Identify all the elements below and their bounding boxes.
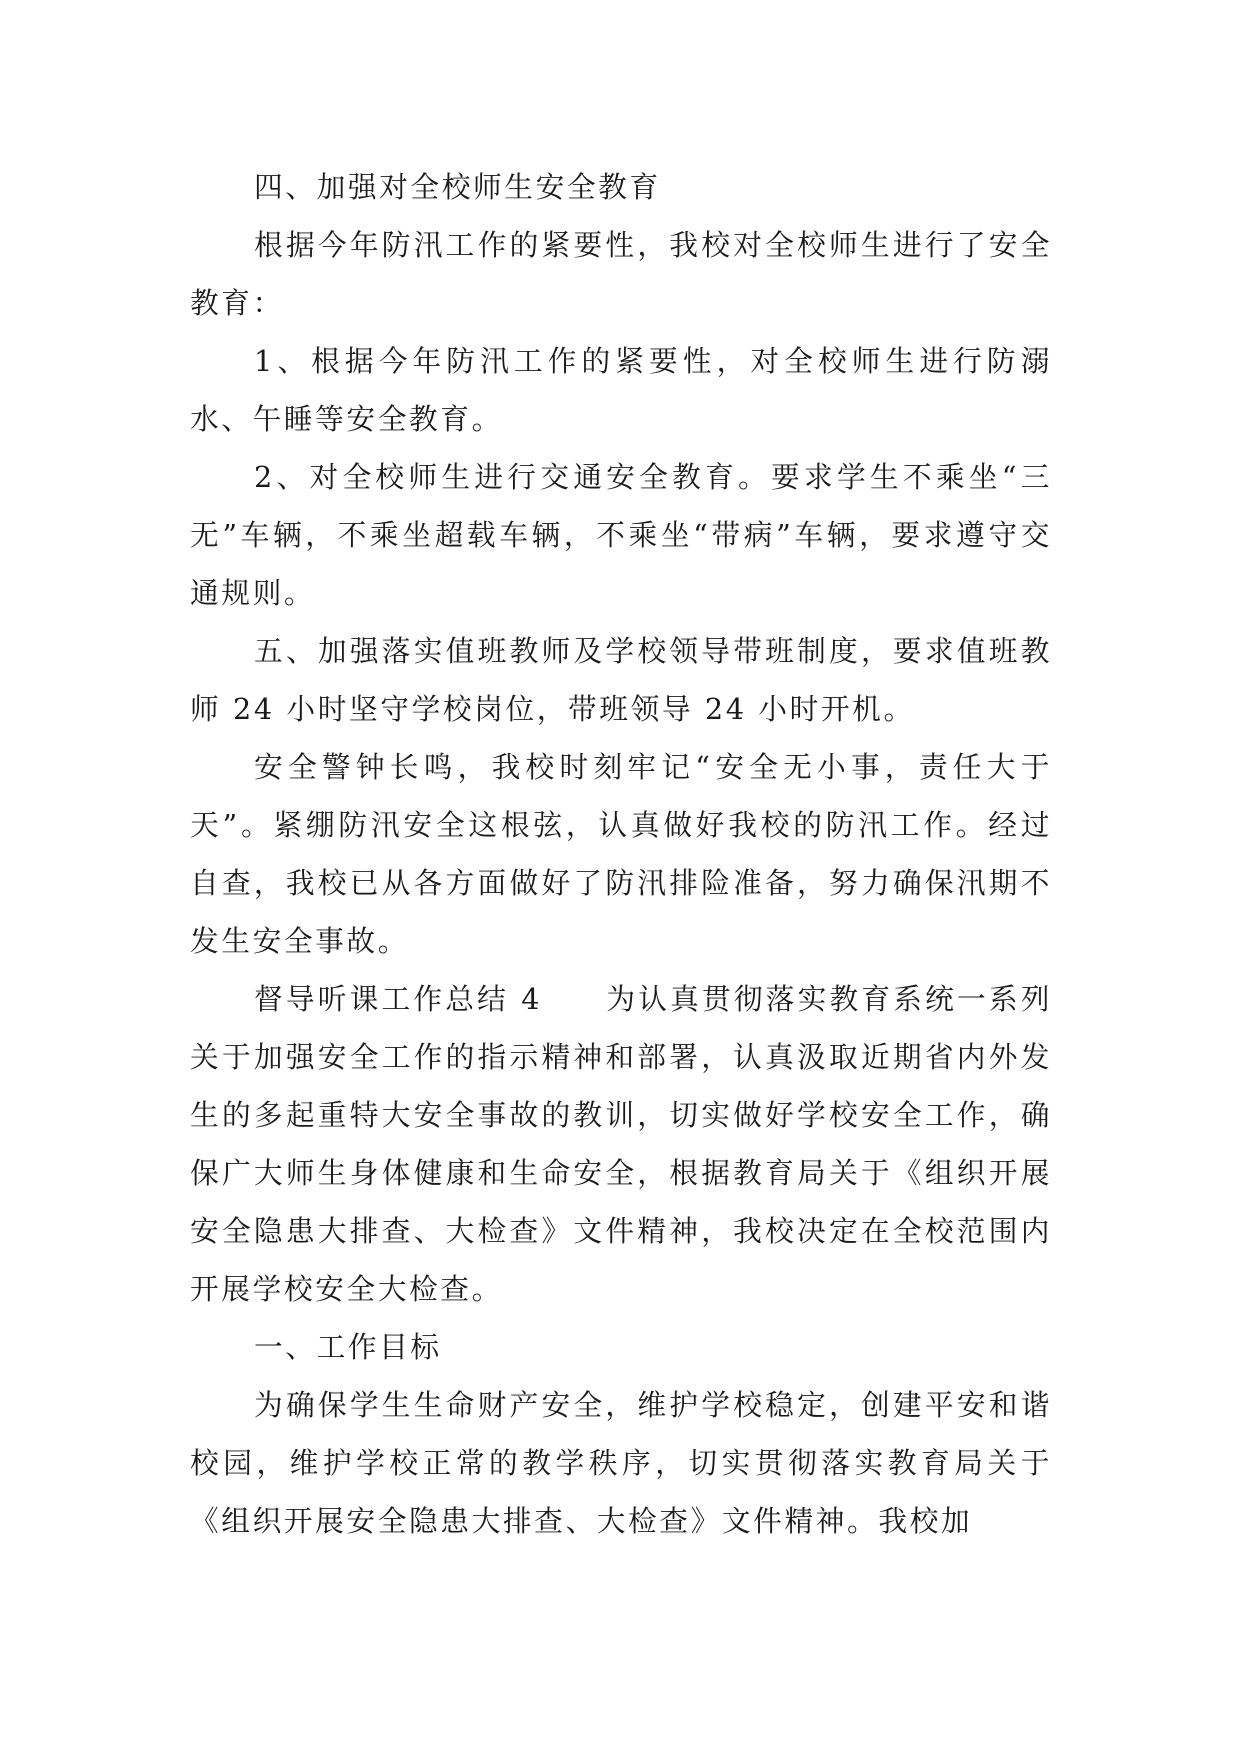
section-heading-four: 四、加强对全校师生安全教育: [254, 170, 661, 204]
paragraph: 安全警钟长鸣，我校时刻牢记“安全无小事，责任大于天”。紧绷防汛安全这根弦，认真做好我校的防汛工作。经过自查，我校已从各方面做好了防汛排险准备，努力确保汛期不发生安全事故。: [190, 750, 1052, 958]
section-heading-five: 五、加强落实值班教师及学校领导带班制度，要求值班教师 24 小时坚守学校岗位，带班领导 24 小时开机。: [190, 634, 1052, 726]
section-heading-one: 一、工作目标: [254, 1330, 442, 1364]
list-item: 2、对全校师生进行交通安全教育。要求学生不乘坐“三无”车辆，不乘坐超载车辆，不乘坐“带病”车辆，要求遵守交通规则。: [190, 460, 1052, 610]
list-item: 1、根据今年防汛工作的紧要性，对全校师生进行防溺水、午睡等安全教育。: [190, 344, 1052, 436]
paragraph: 为确保学生生命财产安全，维护学校稳定，创建平安和谐校园，维护学校正常的教学秩序，切实贯彻落实教育局关于《组织开展安全隐患大排查、大检查》文件精神。我校加: [190, 1388, 1052, 1538]
paragraph: 根据今年防汛工作的紧要性，我校对全校师生进行了安全教育：: [190, 228, 1052, 320]
document-body: [190, 158, 1052, 1550]
paragraph: 督导听课工作总结 4 为认真贯彻落实教育系统一系列关于加强安全工作的指示精神和部署，认真汲取近期省内外发生的多起重特大安全事故的教训，切实做好学校安全工作，确保广大师生身体健康和生命安全，根据教育局关于《组织开展安全隐患大排查、大检查》文件精神，我校决定在全校范围内开展学校安全大检查。: [190, 982, 1052, 1306]
